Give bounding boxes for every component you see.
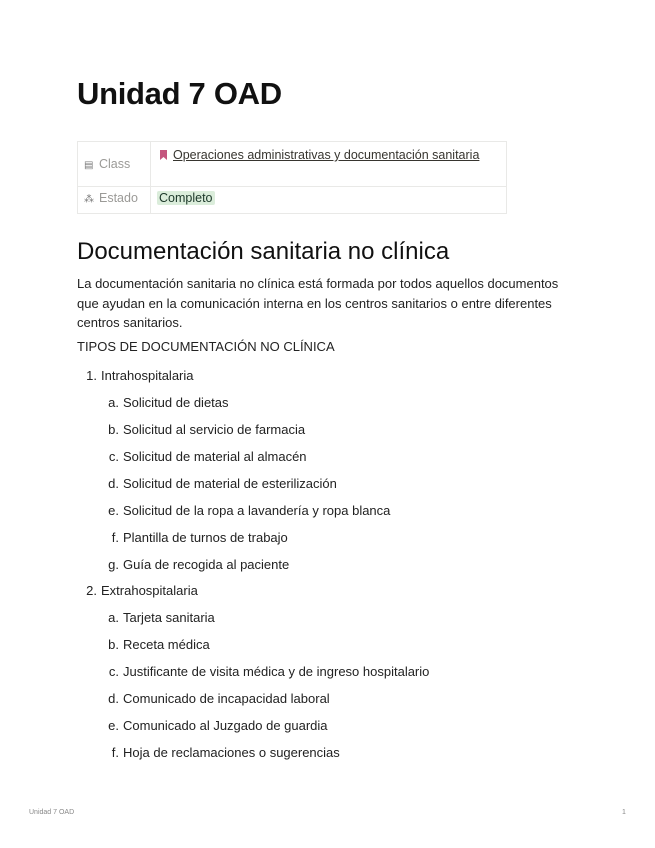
page-title: Unidad 7 OAD <box>77 76 282 111</box>
status-badge: Completo <box>159 191 213 205</box>
list-item-label: Solicitud de la ropa a lavandería y ropa blanca <box>123 503 391 518</box>
section-heading: Documentación sanitaria no clínica <box>77 238 450 265</box>
list-marker: e. <box>108 503 119 518</box>
list-item-label: Hoja de reclamaciones o sugerencias <box>123 745 340 760</box>
list-item-label: Solicitud de material al almacén <box>123 449 307 464</box>
bookmark-icon <box>160 150 167 160</box>
intro-paragraph: La documentación sanitaria no clínica está formada por todos aquellos documentos que ayudan en la comunicación interna en los centros sanitarios o entre diferentes centros sanitarios. <box>77 276 559 330</box>
property-name-estado <box>78 187 151 214</box>
list-item-label: Receta médica <box>123 637 210 652</box>
list-item-label: Plantilla de turnos de trabajo <box>123 530 288 545</box>
property-row-class <box>78 142 507 187</box>
list-item-label: Guía de recogida al paciente <box>123 557 290 572</box>
list-marker: c. <box>108 664 119 679</box>
list-item-label: Comunicado de incapacidad laboral <box>123 691 330 706</box>
list-marker: a. <box>108 395 119 410</box>
list-marker: 2. <box>86 583 97 598</box>
list-item-label: Solicitud de material de esterilización <box>123 476 337 491</box>
list-marker: d. <box>108 476 119 491</box>
types-heading: TIPOS DE DOCUMENTACIÓN NO CLÍNICA <box>77 339 335 354</box>
list-item-label: Intrahospitalaria <box>101 368 194 383</box>
book-icon: ▤ <box>84 160 94 171</box>
properties-table <box>77 141 507 214</box>
list-marker: e. <box>108 718 119 733</box>
list-item-label: Solicitud de dietas <box>123 395 229 410</box>
property-row-estado <box>78 187 507 214</box>
list-marker: b. <box>108 637 119 652</box>
list-marker: b. <box>108 422 119 437</box>
list-item-label: Comunicado al Juzgado de guardia <box>123 718 328 733</box>
list-marker: c. <box>108 449 119 464</box>
list-marker: f. <box>111 745 119 760</box>
list-marker: d. <box>108 691 119 706</box>
page-number: 1 <box>622 809 626 816</box>
property-value-estado <box>151 187 507 214</box>
class-link[interactable]: Operaciones administrativas y documentación sanitaria <box>173 148 480 162</box>
property-label: Class <box>99 157 131 171</box>
loading-spinner-icon: ⁂ <box>84 194 94 205</box>
list-item-label: Justificante de visita médica y de ingreso hospitalario <box>123 664 430 679</box>
list-item-label: Solicitud al servicio de farmacia <box>123 422 306 437</box>
list-marker: g. <box>108 557 119 572</box>
list-marker: a. <box>108 610 119 625</box>
property-label: Estado <box>99 191 138 205</box>
property-value-class <box>151 142 507 187</box>
list-marker: 1. <box>86 368 97 383</box>
list-item-label: Extrahospitalaria <box>101 583 198 598</box>
property-name-class <box>78 142 151 187</box>
list-item-label: Tarjeta sanitaria <box>123 610 215 625</box>
list-marker: f. <box>111 530 119 545</box>
footer-title: Unidad 7 OAD <box>29 809 75 816</box>
